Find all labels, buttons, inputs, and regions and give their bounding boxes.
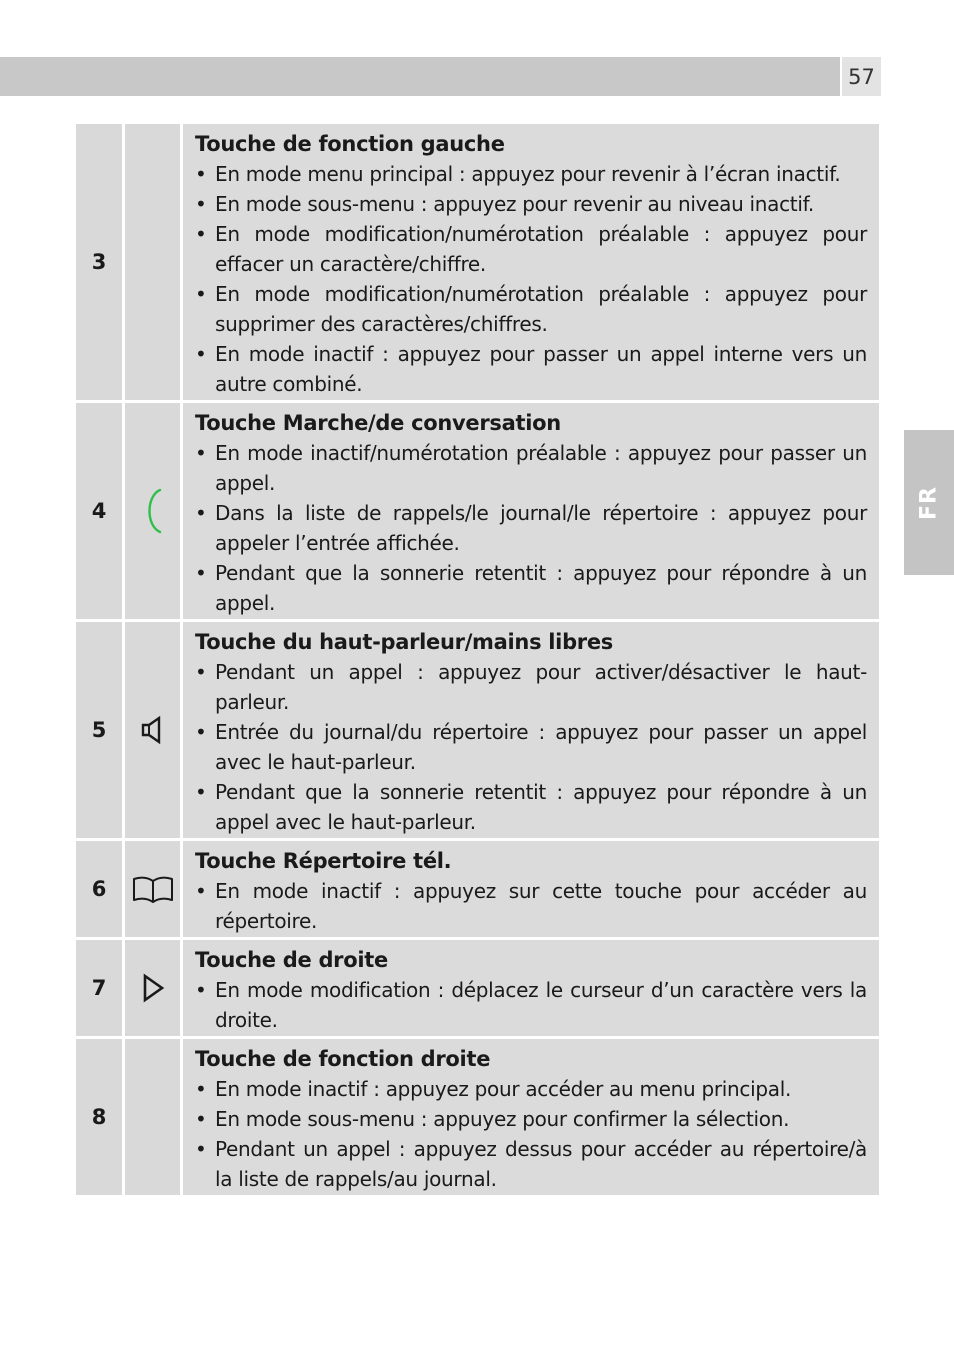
row-description [183,403,879,619]
list-item: • En mode modification/numérotation préalable : appuyez pour supprimer des caractères/chiffres. [195,282,867,336]
list-item: • Pendant que la sonnerie retentit : appuyez pour répondre à un appel. [195,561,867,615]
row-description [183,124,879,400]
row-title: Touche de droite [195,948,388,972]
language-tab [904,430,954,575]
table-row [76,124,879,400]
table-row [76,940,879,1036]
list-item: • En mode menu principal : appuyez pour revenir à l’écran inactif. [195,162,841,186]
row-icon-cell [125,622,180,838]
key-function-table [76,124,879,1198]
row-number: 7 [76,940,122,1036]
table-row [76,841,879,937]
row-icon-cell [125,403,180,619]
list-item: • En mode inactif : appuyez pour accéder au menu principal. [195,1077,792,1101]
language-tab-label: FR [916,485,942,520]
phonebook-icon [132,875,174,903]
list-item: • En mode modification : déplacez le curseur d’un caractère vers la droite. [195,978,867,1032]
list-item: • En mode modification/numérotation préalable : appuyez pour effacer un caractère/chiffre. [195,222,867,276]
list-item: • Pendant un appel : appuyez pour activer/désactiver le haut-parleur. [195,660,867,714]
row-description [183,940,879,1036]
row-number: 4 [76,403,122,619]
row-number: 6 [76,841,122,937]
list-item: • En mode sous-menu : appuyez pour confirmer la sélection. [195,1107,790,1131]
right-arrow-icon [140,973,166,1003]
table-row [76,403,879,619]
list-item: • En mode sous-menu : appuyez pour revenir au niveau inactif. [195,192,814,216]
speaker-icon [140,715,166,745]
list-item: • En mode inactif/numérotation préalable : appuyez pour passer un appel. [195,441,867,495]
table-row [76,622,879,838]
row-description [183,622,879,838]
list-item: • En mode inactif : appuyez pour passer un appel interne vers un autre combiné. [195,342,867,396]
row-icon-cell [125,1039,180,1195]
row-description [183,841,879,937]
header-band [0,57,840,96]
row-title: Touche du haut-parleur/mains libres [195,630,614,654]
row-icon-cell [125,940,180,1036]
row-icon-cell [125,124,180,400]
table-row [76,1039,879,1195]
row-title: Touche de fonction gauche [195,132,505,156]
list-item: • Pendant que la sonnerie retentit : appuyez pour répondre à un appel avec le haut-parleur. [195,780,867,834]
row-number: 3 [76,124,122,400]
list-item: • En mode inactif : appuyez sur cette touche pour accéder au répertoire. [195,879,867,933]
list-item: • Dans la liste de rappels/le journal/le répertoire : appuyez pour appeler l’entrée affichée. [195,501,867,555]
row-description [183,1039,879,1195]
list-item: • Pendant un appel : appuyez dessus pour accéder au répertoire/à la liste de rappels/au journal. [195,1137,867,1191]
list-item: • Entrée du journal/du répertoire : appuyez pour passer un appel avec le haut-parleur. [195,720,867,774]
page-number: 57 [842,57,881,96]
row-title: Touche Répertoire tél. [195,849,452,873]
row-title: Touche Marche/de conversation [195,411,561,435]
phone-talk-icon [138,486,168,536]
row-icon-cell [125,841,180,937]
row-number: 8 [76,1039,122,1195]
row-number: 5 [76,622,122,838]
row-title: Touche de fonction droite [195,1047,491,1071]
